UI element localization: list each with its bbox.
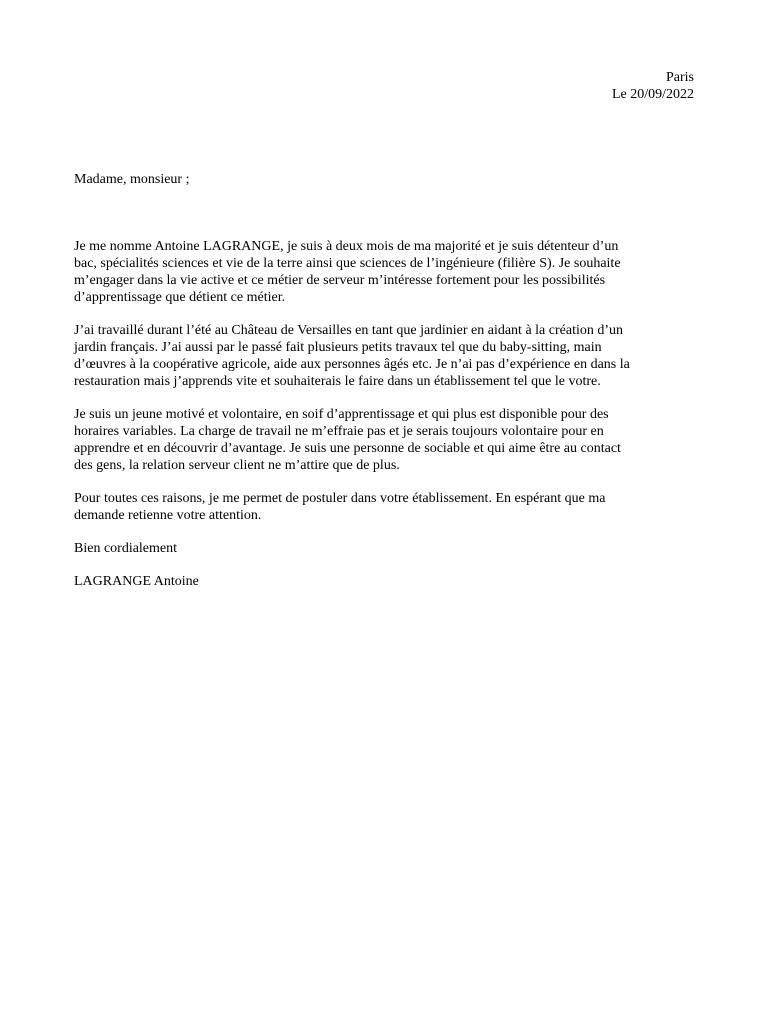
city-line: Paris bbox=[666, 70, 694, 85]
text-line: d’apprentissage que détient ce métier. bbox=[74, 290, 286, 305]
paragraph-intro bbox=[74, 238, 698, 306]
text-line: apprendre et en découvrir d’avantage. Je suis une personne de sociable et qui aime être au contact bbox=[74, 441, 621, 456]
closing-line: Bien cordialement bbox=[74, 541, 178, 556]
text-line: Pour toutes ces raisons, je me permet de postuler dans votre établissement. En espérant que ma bbox=[74, 491, 606, 506]
text-line: demande retienne votre attention. bbox=[74, 508, 262, 523]
date-line: Le 20/09/2022 bbox=[611, 87, 694, 102]
text-line: J’ai travaillé durant l’été au Château de Versailles en tant que jardinier en aidant à la création d’un bbox=[74, 323, 624, 338]
letter-body bbox=[74, 238, 698, 606]
paragraph-conclusion bbox=[74, 490, 698, 524]
paragraph-motivation bbox=[74, 406, 698, 474]
text-line: m’engager dans la vie active et ce métier de serveur m’intéresse fortement pour les possibilités bbox=[74, 273, 606, 288]
text-line: Je me nomme Antoine LAGRANGE, je suis à deux mois de ma majorité et je suis détenteur d’un bbox=[74, 239, 619, 254]
text-line: d’œuvres à la coopérative agricole, aide aux personnes âgés etc. Je n’ai pas d’expérience en dans la bbox=[74, 357, 630, 372]
text-line: Je suis un jeune motivé et volontaire, en soif d’apprentissage et qui plus est disponible pour des bbox=[74, 407, 609, 422]
text-line: des gens, la relation serveur client ne m’attire que de plus. bbox=[74, 458, 400, 473]
text-line: jardin français. J’ai aussi par le passé fait plusieurs petits travaux tel que du baby-sitting, main bbox=[74, 340, 602, 355]
signature-line: LAGRANGE Antoine bbox=[74, 574, 199, 589]
letter-header bbox=[612, 69, 694, 103]
text-line: bac, spécialités sciences et vie de la terre ainsi que sciences de l’ingénieure (filière S). Je souhaite bbox=[74, 256, 621, 271]
text-line: horaires variables. La charge de travail ne m’effraie pas et je serais toujours volontaire pour en bbox=[74, 424, 604, 439]
text-line: restauration mais j’apprends vite et souhaiterais le faire dans un établissement tel que le votre. bbox=[74, 374, 601, 389]
paragraph-experience bbox=[74, 322, 698, 390]
greeting: Madame, monsieur ; bbox=[74, 172, 190, 187]
